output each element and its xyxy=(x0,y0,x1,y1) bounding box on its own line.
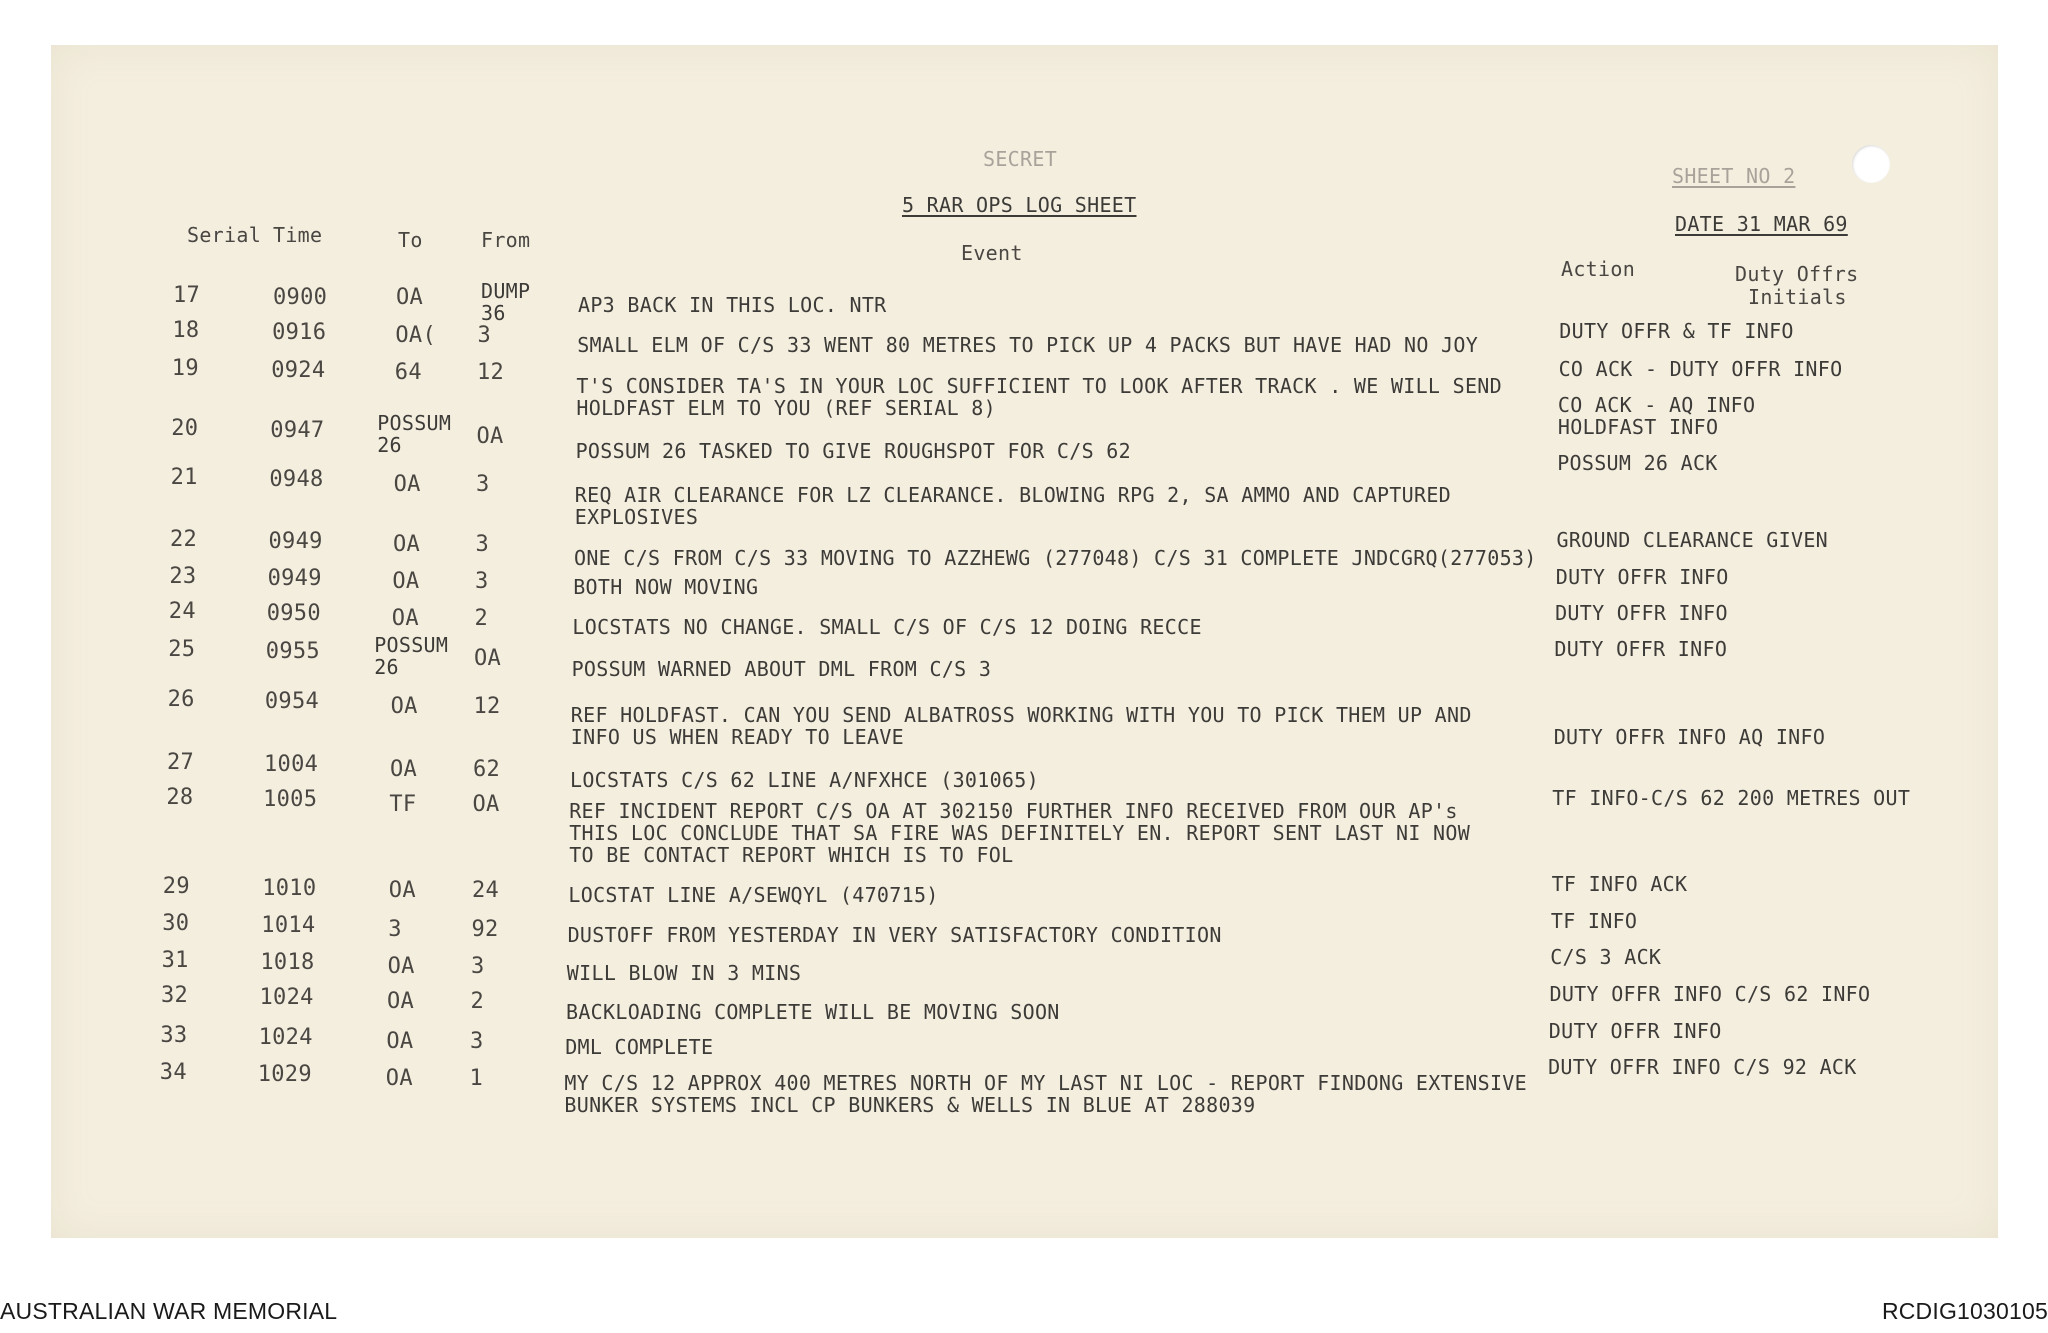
row-action: DUTY OFFR INFO xyxy=(1555,601,1728,625)
row-event: REF INCIDENT REPORT C/S OA AT 302150 FURTHER INFO RECEIVED FROM OUR AP's THIS LOC CONCLUDE THAT SA FIRE WAS DEFINITELY EN. REPORT SENT LAST NI NOW TO BE CONTACT REPORT WHICH IS TO FOL xyxy=(569,799,1471,867)
row-time: 0900 xyxy=(273,285,328,310)
col-event: Event xyxy=(961,241,1023,265)
row-time: 1004 xyxy=(264,752,319,777)
row-to: OA xyxy=(388,878,416,903)
row-to: OA xyxy=(390,757,418,782)
row-action: CO ACK - DUTY OFFR INFO xyxy=(1558,357,1843,381)
row-to: OA xyxy=(390,694,418,719)
row-serial: 17 xyxy=(173,283,201,308)
row-time: 0916 xyxy=(272,320,327,345)
row-action: TF INFO xyxy=(1550,909,1638,933)
row-serial: 33 xyxy=(160,1023,188,1048)
row-serial: 23 xyxy=(169,564,197,589)
row-time: 0947 xyxy=(270,418,325,443)
sheet-number: SHEET NO 2 xyxy=(1672,164,1796,188)
row-time: 0954 xyxy=(264,689,320,714)
row-serial: 34 xyxy=(159,1060,187,1085)
row-event: T'S CONSIDER TA'S IN YOUR LOC SUFFICIENT TO LOOK AFTER TRACK . WE WILL SEND HOLDFAST ELM TO YOU (REF SERIAL 8) xyxy=(576,374,1502,420)
row-action: TF INFO-C/S 62 200 METRES OUT xyxy=(1552,786,1911,810)
row-event: LOCSTATS C/S 62 LINE A/NFXHCE (301065) xyxy=(570,768,1039,792)
row-to: OA xyxy=(385,1066,413,1091)
row-event: LOCSTAT LINE A/SEWQYL (470715) xyxy=(568,883,939,907)
row-event: BACKLOADING COMPLETE WILL BE MOVING SOON xyxy=(566,1000,1060,1024)
row-action: DUTY OFFR INFO C/S 92 ACK xyxy=(1548,1055,1857,1079)
row-serial: 26 xyxy=(167,687,195,712)
row-from: 2 xyxy=(470,989,485,1014)
row-event: POSSUM 26 TASKED TO GIVE ROUGHSPOT FOR C/S 62 xyxy=(575,439,1131,463)
row-action: DUTY OFFR INFO xyxy=(1554,637,1728,661)
row-from: OA xyxy=(474,646,502,671)
row-action: DUTY OFFR INFO C/S 62 INFO xyxy=(1549,982,1871,1006)
row-time: 1024 xyxy=(258,1025,313,1050)
row-from: DUMP 36 xyxy=(481,279,531,325)
row-event: BOTH NOW MOVING xyxy=(573,575,759,599)
col-initials: Initials xyxy=(1748,285,1847,309)
col-time: Time xyxy=(273,223,323,247)
row-to: OA xyxy=(393,472,421,497)
row-event: ONE C/S FROM C/S 33 MOVING TO AZZHEWG (277048) C/S 31 COMPLETE JNDCGRQ(277053) xyxy=(574,546,1537,570)
row-serial: 18 xyxy=(172,318,200,343)
sheet-date: DATE 31 MAR 69 xyxy=(1675,212,1848,236)
row-serial: 19 xyxy=(171,356,199,381)
row-time: 0950 xyxy=(266,601,321,626)
col-duty-offrs: Duty Offrs xyxy=(1735,262,1859,286)
footer-reference: RCDIG1030105 xyxy=(1881,1298,2048,1324)
row-to: TF xyxy=(389,792,417,817)
row-event: WILL BLOW IN 3 MINS xyxy=(566,961,802,985)
row-event: POSSUM WARNED ABOUT DML FROM C/S 3 xyxy=(571,657,992,681)
row-from: 24 xyxy=(472,878,500,903)
row-time: 1024 xyxy=(259,985,314,1010)
row-to: OA( xyxy=(395,323,437,348)
row-to: OA xyxy=(396,285,424,310)
row-from: 12 xyxy=(473,694,501,719)
row-serial: 31 xyxy=(161,948,189,973)
row-to: OA xyxy=(391,606,419,631)
row-from: 3 xyxy=(470,1029,484,1054)
row-to: POSSUM 26 xyxy=(374,633,449,679)
row-time: 1010 xyxy=(262,876,317,901)
row-serial: 22 xyxy=(170,527,198,552)
row-time: 0949 xyxy=(267,566,322,591)
row-event: DUSTOFF FROM YESTERDAY IN VERY SATISFACTORY CONDITION xyxy=(567,923,1222,947)
row-action: POSSUM 26 ACK xyxy=(1557,451,1718,475)
row-to: OA xyxy=(387,989,415,1014)
row-to: OA xyxy=(386,1029,414,1054)
row-action: DUTY OFFR & TF INFO xyxy=(1559,319,1794,343)
row-from: 3 xyxy=(477,323,492,348)
row-serial: 25 xyxy=(168,637,196,662)
footer-source: AUSTRALIAN WAR MEMORIAL xyxy=(0,1298,338,1324)
row-time: 0924 xyxy=(271,358,326,383)
col-from: From xyxy=(481,228,531,252)
row-to: OA xyxy=(387,954,415,979)
row-event: LOCSTATS NO CHANGE. SMALL C/S OF C/S 12 DOING RECCE xyxy=(572,615,1202,639)
col-action: Action xyxy=(1561,257,1636,281)
row-action: TF INFO ACK xyxy=(1551,872,1688,896)
row-from: 12 xyxy=(477,360,505,385)
row-serial: 24 xyxy=(168,599,196,624)
punch-hole xyxy=(1852,145,1890,183)
sheet-title: 5 RAR OPS LOG SHEET xyxy=(902,193,1137,217)
classification-mark: SECRET xyxy=(983,147,1058,171)
row-event: MY C/S 12 APPROX 400 METRES NORTH OF MY LAST NI LOC - REPORT FINDONG EXTENSIVE BUNKER SYSTEMS INCL CP BUNKERS & WELLS IN BLUE AT 288039 xyxy=(564,1071,1527,1117)
row-from: 62 xyxy=(473,757,501,782)
row-serial: 30 xyxy=(162,911,190,936)
row-serial: 28 xyxy=(166,785,194,810)
row-event: REF HOLDFAST. CAN YOU SEND ALBATROSS WORKING WITH YOU TO PICK THEM UP AND INFO US WHEN READY TO LEAVE xyxy=(570,703,1472,749)
row-action: DUTY OFFR INFO xyxy=(1548,1019,1722,1043)
row-to: 64 xyxy=(394,360,422,385)
row-from: 3 xyxy=(476,472,490,497)
row-action: DUTY OFFR INFO xyxy=(1555,565,1729,589)
row-from: 3 xyxy=(475,532,490,557)
row-time: 0955 xyxy=(265,639,320,664)
row-time: 1018 xyxy=(260,950,315,975)
row-serial: 32 xyxy=(161,983,189,1008)
col-serial: Serial xyxy=(187,223,262,247)
row-serial: 29 xyxy=(162,874,190,899)
row-serial: 27 xyxy=(167,750,195,775)
row-from: 92 xyxy=(471,917,499,942)
row-event: DML COMPLETE xyxy=(565,1035,714,1059)
row-from: 3 xyxy=(471,954,485,979)
row-action: C/S 3 ACK xyxy=(1550,945,1662,969)
row-from: 2 xyxy=(474,606,489,631)
row-to: OA xyxy=(393,532,421,557)
row-from: OA xyxy=(472,792,500,817)
row-event: AP3 BACK IN THIS LOC. NTR xyxy=(578,293,887,317)
row-action: CO ACK - AQ INFO HOLDFAST INFO xyxy=(1557,393,1756,439)
row-to: OA xyxy=(392,569,420,594)
row-time: 1005 xyxy=(263,787,318,812)
row-serial: 21 xyxy=(170,465,198,490)
row-to: POSSUM 26 xyxy=(377,411,452,457)
row-from: 1 xyxy=(469,1066,484,1091)
row-to: 3 xyxy=(388,917,402,942)
row-action: GROUND CLEARANCE GIVEN xyxy=(1556,528,1829,552)
row-event: SMALL ELM OF C/S 33 WENT 80 METRES TO PICK UP 4 PACKS BUT HAVE HAD NO JOY xyxy=(577,333,1479,357)
row-from: OA xyxy=(476,424,504,449)
row-event: REQ AIR CLEARANCE FOR LZ CLEARANCE. BLOWING RPG 2, SA AMMO AND CAPTURED EXPLOSIVES xyxy=(574,483,1452,529)
row-time: 1029 xyxy=(257,1062,312,1087)
row-action: DUTY OFFR INFO AQ INFO xyxy=(1553,725,1826,749)
row-serial: 20 xyxy=(171,416,199,441)
row-from: 3 xyxy=(475,569,489,594)
row-time: 0948 xyxy=(269,467,324,492)
col-to: To xyxy=(398,228,423,252)
row-time: 1014 xyxy=(261,913,316,938)
row-time: 0949 xyxy=(268,529,323,554)
